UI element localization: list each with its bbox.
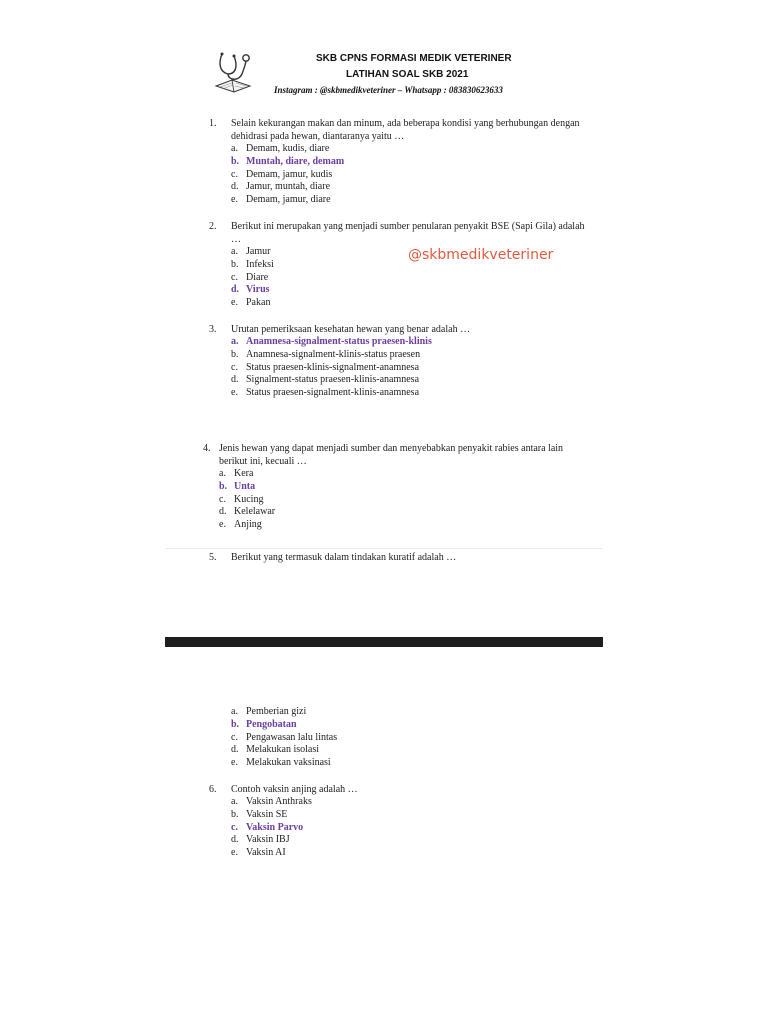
stethoscope-book-icon — [212, 50, 254, 94]
question-text: Berikut ini merupakan yang menjadi sumber penularan penyakit BSE (Sapi Gila) adalah — [231, 221, 585, 232]
option-d: d. Melakukan isolasi — [231, 744, 320, 756]
question-number: 6. — [209, 784, 217, 795]
option-d: d. Vaksin IBJ — [231, 834, 290, 846]
option-e: e. Pakan — [231, 297, 271, 309]
option-list — [209, 336, 470, 400]
page-break-bar — [165, 637, 603, 647]
question-5 — [209, 551, 456, 564]
option-b: b. Vaksin SE — [231, 808, 288, 820]
option-c: c. Diare — [231, 271, 269, 283]
question-text: Urutan pemeriksaan kesehatan hewan yang benar adalah … — [231, 324, 471, 335]
question-4 — [203, 442, 563, 532]
question-text-cont: berikut ini, kecuali … — [219, 456, 307, 467]
option-c-correct: c. Vaksin Parvo — [231, 821, 304, 833]
option-b-correct: b. Unta — [219, 480, 256, 492]
option-d: d. Signalment-status praesen-klinis-anamnesa — [231, 374, 420, 386]
option-d-correct: d. Virus — [231, 284, 270, 296]
option-b: b. Anamnesa-signalment-klinis-status praesen — [231, 348, 421, 360]
question-number: 3. — [209, 324, 217, 335]
question-number: 5. — [209, 552, 217, 563]
option-e: e. Demam, jamur, diare — [231, 194, 331, 206]
option-list — [209, 143, 580, 207]
option-d: d. Jamur, muntah, diare — [231, 181, 331, 193]
option-a: a. Kera — [219, 468, 254, 479]
document-title: SKB CPNS FORMASI MEDIK VETERINER — [316, 53, 512, 64]
option-a: a. Vaksin Anthraks — [231, 796, 312, 807]
question-number: 2. — [209, 221, 217, 232]
option-d: d. Kelelawar — [219, 506, 276, 518]
option-c: c. Status praesen-klinis-signalment-anamnesa — [231, 361, 420, 373]
contact-info: Instagram : @skbmedikveteriner – Whatsapp : 083830623633 — [274, 85, 503, 95]
option-e: e. Melakukan vaksinasi — [231, 757, 331, 769]
option-b-correct: b. Pengobatan — [231, 718, 297, 730]
question-number: 4. — [203, 443, 211, 454]
question-6 — [209, 783, 358, 860]
option-a: a. Demam, kudis, diare — [231, 143, 330, 154]
option-a: a. Pemberian gizi — [231, 706, 307, 717]
question-text: Contoh vaksin anjing adalah … — [231, 784, 358, 795]
option-a: a. Jamur — [231, 246, 271, 257]
question-text: Jenis hewan yang dapat menjadi sumber dan menyebabkan penyakit rabies antara lain — [219, 443, 564, 454]
question-text-cont: dehidrasi pada hewan, diantaranya yaitu … — [231, 131, 405, 142]
page-divider — [165, 548, 603, 549]
question-3 — [209, 323, 470, 400]
option-a-correct: a. Anamnesa-signalment-status praesen-klinis — [231, 336, 432, 347]
question-number: 1. — [209, 118, 217, 129]
watermark-handle: @skbmedikveteriner — [408, 247, 554, 263]
option-e: e. Vaksin AI — [231, 847, 286, 859]
question-text: Berikut yang termasuk dalam tindakan kuratif adalah … — [231, 552, 457, 563]
option-c: c. Kucing — [219, 493, 264, 505]
option-c: c. Pengawasan lalu lintas — [231, 731, 338, 743]
question-text-cont: … — [231, 234, 241, 245]
document-subtitle: LATIHAN SOAL SKB 2021 — [346, 69, 469, 80]
option-list — [209, 246, 585, 310]
option-e: e. Anjing — [219, 519, 262, 531]
option-e: e. Status praesen-signalment-klinis-anamnesa — [231, 387, 420, 399]
option-list — [203, 468, 563, 532]
question-5-options — [231, 706, 337, 770]
question-text: Selain kekurangan makan dan minum, ada beberapa kondisi yang berhubungan dengan — [231, 118, 580, 129]
option-c: c. Demam, jamur, kudis — [231, 168, 333, 180]
question-2 — [209, 220, 585, 310]
option-b: b. Infeksi — [231, 258, 274, 270]
question-1 — [209, 117, 580, 207]
option-list — [209, 796, 358, 860]
option-b-correct: b. Muntah, diare, demam — [231, 155, 345, 167]
